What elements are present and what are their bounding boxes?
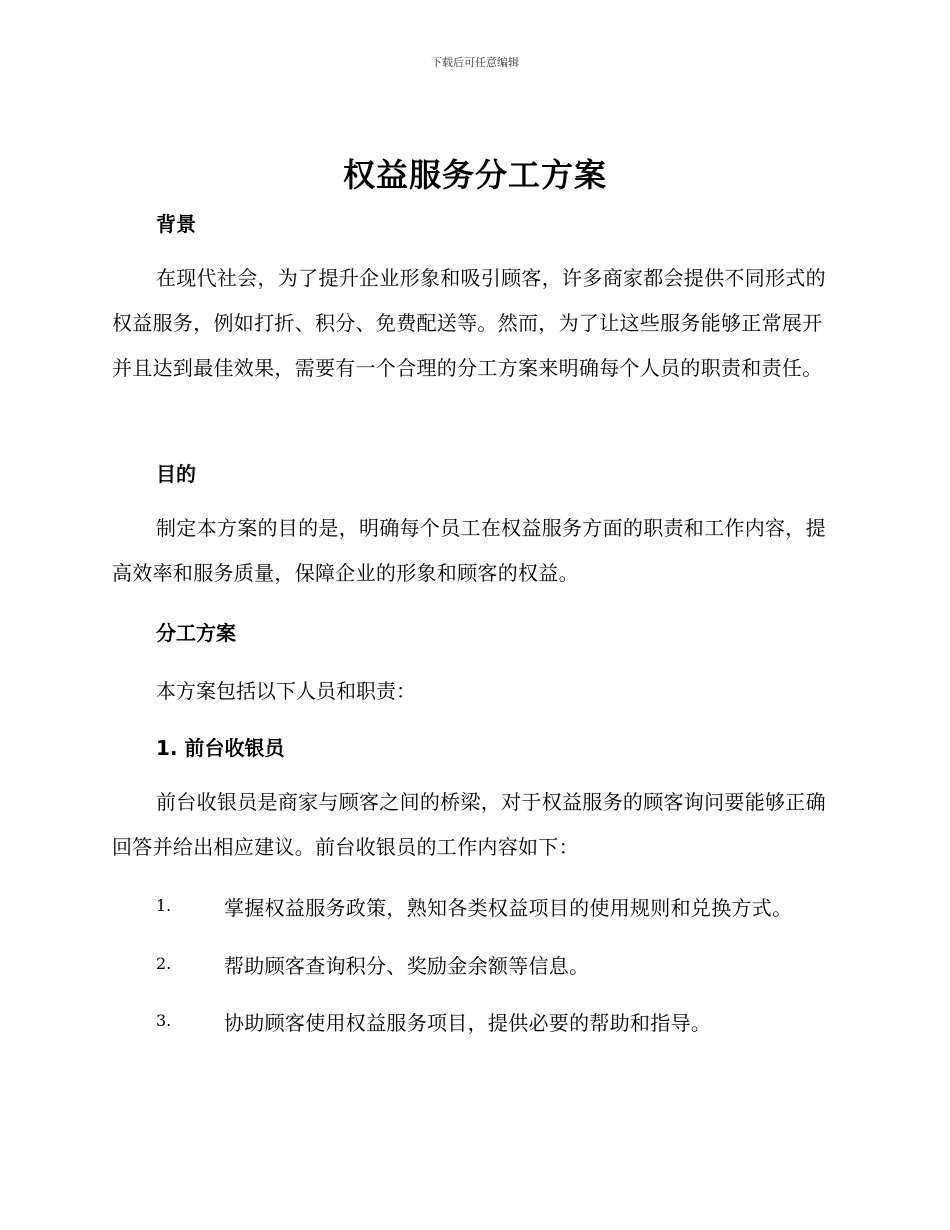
section-heading-plan: 分工方案 [156, 621, 236, 645]
list-item-text: 帮助顾客查询积分、奖励金余额等信息。 [224, 954, 590, 978]
header-watermark: 下载后可任意编辑 [431, 56, 519, 69]
cashier-paragraph: 前台收银员是商家与顾客之间的桥梁，对于权益服务的顾客询问要能够正确回答并给出相应建议。前台收银员的工作内容如下： [112, 790, 826, 859]
section-heading-purpose: 目的 [156, 462, 196, 486]
list-item-text: 掌握权益服务政策，熟知各类权益项目的使用规则和兑换方式。 [224, 896, 793, 920]
purpose-paragraph: 制定本方案的目的是，明确每个员工在权益服务方面的职责和工作内容，提高效率和服务质量，保障企业的形象和顾客的权益。 [112, 516, 826, 585]
section-heading-background: 背景 [156, 212, 196, 236]
section-heading-cashier: 1. 前台收银员 [156, 736, 285, 760]
document-title: 权益服务分工方案 [342, 156, 607, 194]
list-item-number: 1. [156, 896, 172, 915]
plan-intro: 本方案包括以下人员和职责： [156, 679, 416, 703]
background-paragraph: 在现代社会，为了提升企业形象和吸引顾客，许多商家都会提供不同形式的权益服务，例如打折、积分、免费配送等。然而，为了让这些服务能够正常展开并且达到最佳效果，需要有一个合理的分工方案来明确每个人员的职责和责任。 [112, 266, 826, 380]
list-item-text: 协助顾客使用权益服务项目，提供必要的帮助和指导。 [224, 1011, 712, 1035]
list-item-number: 3. [156, 1011, 172, 1030]
list-item-number: 2. [156, 954, 172, 973]
